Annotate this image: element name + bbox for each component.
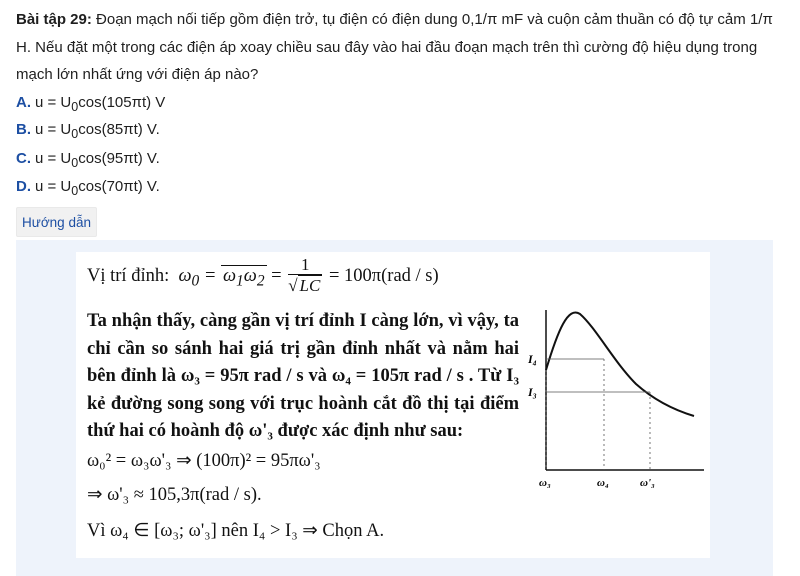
- resonance-graph: [526, 300, 706, 496]
- peak-result: = 100π(rad / s): [328, 265, 439, 286]
- option-a: A. $u = U_0\cos(105\pi t)$ V: [16, 94, 166, 114]
- label-i4: I₄: [528, 352, 537, 366]
- question-text: [16, 6, 788, 89]
- solution-image: [76, 252, 710, 558]
- hint-button[interactable]: Hướng dẫn: [16, 207, 97, 237]
- equation-2: ⇒ ω'₃ ≈ 105,3π(rad / s).: [87, 485, 262, 505]
- question-label: Bài tập 29:: [16, 11, 92, 28]
- resonance-curve: [546, 312, 694, 416]
- conclusion: Vì ω₄ ∈ [ω₃; ω'₃] nên I₄ > I₃ ⇒ Chọn A.: [87, 521, 385, 541]
- option-c: C. $u = U_0\cos(95\pi t)$ V.: [16, 150, 160, 170]
- label-w3: ω₃: [539, 477, 551, 489]
- option-d: D. $u = U_0\cos(70\pi t)$ V.: [16, 178, 160, 198]
- question-body: Đoạn mạch nối tiếp gồm điện trở, tụ điện có điện dung 0,1/π mF và cuộn cảm thuần có độ tự cảm 1/π H. Nếu đặt một trong các điện áp xoay chiều sau đây vào hai đầu đoạn mạch trên thì cường độ hiệu dụng trong mạch lớn nhất ứng với điện áp nào?: [16, 11, 773, 83]
- equation-1: ω₀² = ω₃ω'₃ ⇒ (100π)² = 95πω'₃: [87, 451, 321, 471]
- label-w3-prime: ω'₃: [640, 477, 655, 489]
- peak-formula: Vị trí đỉnh: $\omega_0 = \omega_1\omega_2$ = $\frac{1}{√ LC}$ = 100π(rad / s): [87, 255, 439, 295]
- label-w4: ω₄: [597, 477, 609, 489]
- option-b: B. $u = U_0\cos(85\pi t)$ V.: [16, 121, 160, 141]
- label-i3: I₃: [528, 385, 537, 399]
- solution-paragraph: Ta nhận thấy, càng gần vị trí đỉnh I càng lớn, vì vậy, ta chỉ cần so sánh hai giá trị gần đỉnh nhất và nằm hai bên đỉnh là ω₃ = 95π rad / s và ω₄ = 105π rad / s . Từ I₃ kẻ đường song song với trục hoành cắt đồ thị tại điểm thứ hai có hoành độ ω'₃ được xác định như sau:: [87, 311, 519, 441]
